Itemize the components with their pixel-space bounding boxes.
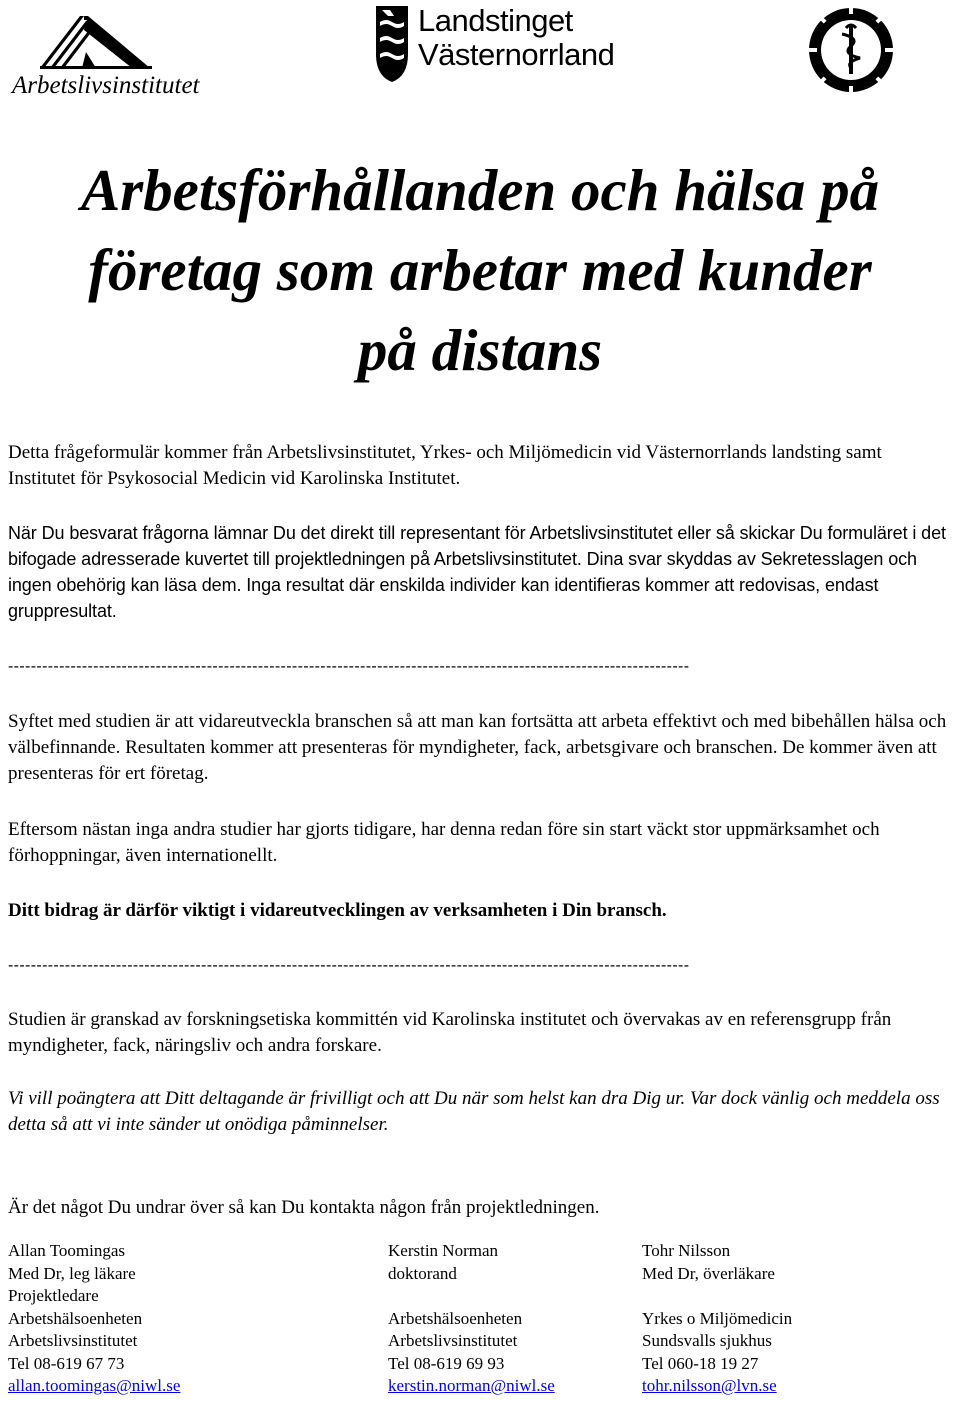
contact-title: doktorand [388,1263,457,1283]
logo-text: Arbetslivsinstitutet [12,72,200,99]
contact-role [388,1285,555,1308]
contact-org: Sundsvalls sjukhus [642,1331,772,1350]
contact-email-link[interactable]: tohr.nilsson@lvn.se [642,1376,777,1395]
title-line-1: Arbetsförhållanden och hälsa på [80,157,880,223]
page-title [0,150,960,390]
contact-org: Arbetslivsinstitutet [8,1331,138,1350]
separator-line: ------------------------------------------------------------------------------------------------------------------------ [8,957,690,974]
contact-intro: Är det något Du undrar över så kan Du kontakta någon från projektledningen. [8,1197,600,1218]
contact-unit: Yrkes o Miljömedicin [642,1308,793,1328]
contact-name: Tohr Nilsson [642,1241,731,1260]
title-line-3: på distans [357,317,603,383]
contact-phone: Tel 060-18 19 27 [642,1353,759,1373]
contact-phone: Tel 08-619 69 93 [388,1353,505,1373]
importance-statement: Ditt bidrag är därför viktigt i vidareutvecklingen av verksamheten i Din bransch. [8,900,667,921]
contact-org: Arbetslivsinstitutet [388,1331,518,1350]
contact-phone: Tel 08-619 67 73 [8,1353,125,1373]
caduceus-seal-icon [806,4,896,96]
instructions-paragraph: När Du besvarat frågorna lämnar Du det direkt till representant för Arbetslivsinstitutet eller så skickar Du formuläret i det bifogade adresserade kuvertet till projektledningen på Arbetslivsinstitutet. Dina svar skyddas av Sekretesslagen och ingen obehörig kan läsa dem. Inga resultat där enskilda individer kan identifieras kommer att redovisas, endast gruppresultat. [8,523,946,621]
shield-icon [372,4,412,84]
contact-title: Med Dr, överläkare [642,1263,775,1283]
contact-column-3 [642,1240,792,1398]
landstinget-line1: Landstinget [418,3,573,38]
ethics-paragraph: Studien är granskad av forskningsetiska kommittén vid Karolinska institutet och övervakas av en referensgrupp från myndigheter, fack, näringsliv och andra forskare. [8,1009,892,1056]
landstinget-logo [372,3,615,84]
contact-title: Med Dr, leg läkare [8,1263,136,1283]
contact-name: Allan Toomingas [8,1241,126,1260]
contact-email-link[interactable]: allan.toomingas@niwl.se [8,1376,181,1395]
title-line-2: företag som arbetar med kunder [88,237,872,303]
purpose-paragraph: Syftet med studien är att vidareutveckla branschen så att man kan fortsätta att arbeta effektivt och med bibehållen hälsa och välbefinnande. Resultaten kommer att presenteras för myndigheter, fack, arbetsgivare och branschen. De kommer även att presenteras för ert företag. [8,711,947,784]
contact-role [642,1285,792,1308]
contact-email-link[interactable]: kerstin.norman@niwl.se [388,1376,555,1395]
contact-unit: Arbetshälsoenheten [388,1308,523,1328]
contact-column-2 [388,1240,555,1398]
contact-unit: Arbetshälsoenheten [8,1308,143,1328]
triangle-mark-icon [40,12,160,74]
separator-line: ------------------------------------------------------------------------------------------------------------------------ [8,658,690,675]
voluntary-paragraph: Vi vill poängtera att Ditt deltagande är frivilligt och att Du när som helst kan dra Dig ur. Var dock vänlig och meddela oss detta så att vi inte sänder ut onödiga påminnelser. [8,1088,940,1135]
medical-seal-logo [806,4,896,96]
contact-role: Projektledare [8,1286,99,1305]
intro-paragraph: Detta frågeformulär kommer från Arbetslivsinstitutet, Yrkes- och Miljömedicin vid Västernorrlands landsting samt Institutet för Psykosocial Medicin vid Karolinska Institutet. [8,442,882,489]
contact-name: Kerstin Norman [388,1241,499,1260]
landstinget-name [418,4,614,72]
contact-column-1 [8,1240,180,1398]
novelty-paragraph: Eftersom nästan inga andra studier har gjorts tidigare, har denna redan före sin start väckt stor uppmärksamhet och förhoppningar, även internationellt. [8,819,880,866]
arbetslivsinstitutet-logo [8,12,218,99]
landstinget-line2: Västernorrland [418,37,615,72]
